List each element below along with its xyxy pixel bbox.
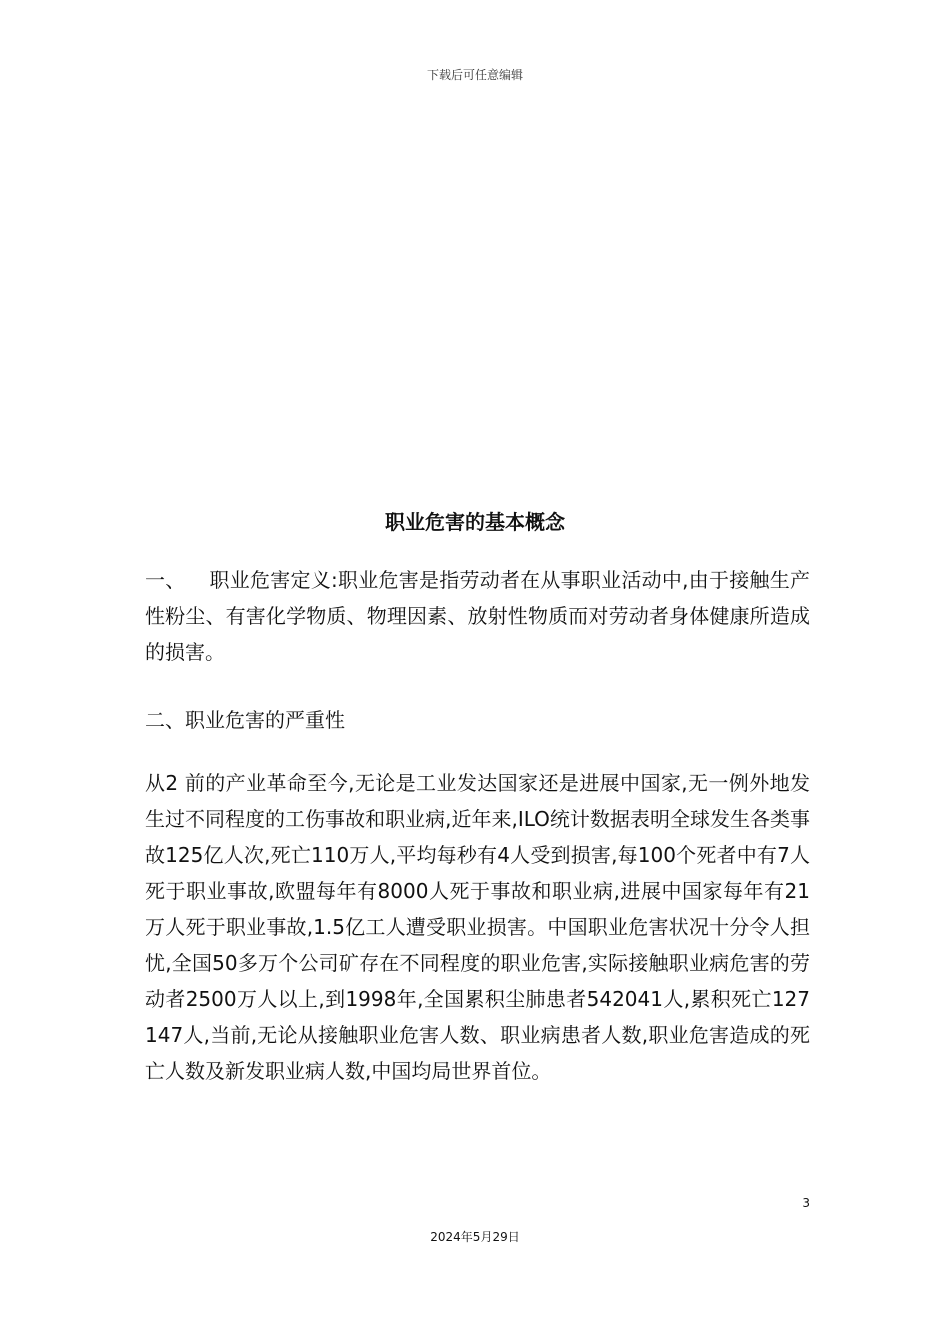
section-one-number: 一、 bbox=[145, 568, 186, 592]
footer-date: 2024年5月29日 bbox=[430, 1230, 520, 1244]
header-note: 下载后可任意编辑 bbox=[426, 68, 523, 82]
section-two-heading: 二、职业危害的严重性 bbox=[145, 708, 345, 732]
document-title: 职业危害的基本概念 bbox=[385, 510, 565, 534]
page-number: 3 bbox=[802, 1196, 810, 1210]
section-one-text: 职业危害定义:职业危害是指劳动者在从事职业活动中,由于接触生产性粉尘、有害化学物质、物理因素、放射性物质而对劳动者身体健康所造成的损害。 bbox=[145, 568, 810, 664]
section-one-paragraph bbox=[145, 562, 810, 670]
section-two-paragraph: 从2 前的产业革命至今,无论是工业发达国家还是进展中国家,无一例外地发生过不同程度的工伤事故和职业病,近年来,ILO统计数据表明全球发生各类事故125亿人次,死亡110万人,平均每秒有4人受到损害,每100个死者中有7人死于职业事故,欧盟每年有8000人死于事故和职业病,进展中国家每年有21万人死于职业事故,1.5亿工人遭受职业损害。中国职业危害状况十分令人担忧,全国50多万个公司矿存在不同程度的职业危害,实际接触职业病危害的劳动者2500万人以上,到1998年,全国累积尘肺患者542041人,累积死亡127147人,当前,无论从接触职业危害人数、职业病患者人数,职业危害造成的死亡人数及新发职业病人数,中国均局世界首位。 bbox=[145, 771, 810, 1083]
